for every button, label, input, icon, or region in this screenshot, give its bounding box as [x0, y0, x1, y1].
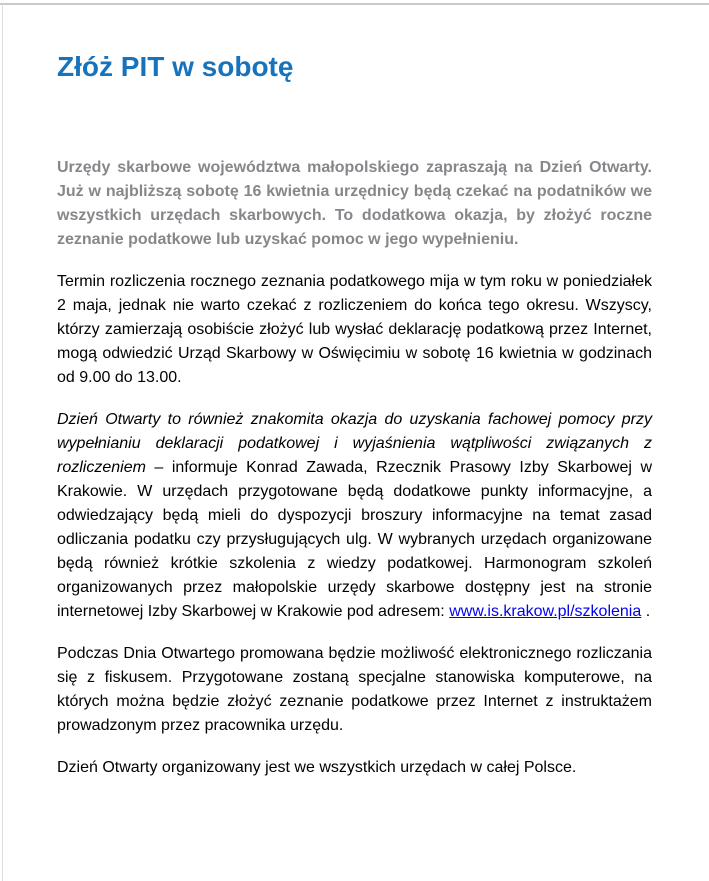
- paragraph-quote: [57, 408, 652, 624]
- szkolenia-link[interactable]: www.is.krakow.pl/szkolenia: [449, 603, 642, 620]
- quote-regular-text: – informuje Konrad Zawada, Rzecznik Prasowy Izby Skarbowej w Krakowie. W urzędach przygotowane będą dodatkowe punkty informacyjne, a odwiedzający będą mieli do dyspozycji broszury informacyjne na temat zasad odliczania podatku czy przysługujących ulg. W wybranych urzędach organizowane będą również krótkie szkolenia z wiedzy podatkowej. Harmonogram szkoleń organizowanych przez małopolskie urzędy skarbowe dostępny jest na stronie internetowej Izby Skarbowej w Krakowie pod adresem:: [57, 459, 652, 620]
- page-title: Złóż PIT w sobotę: [57, 51, 294, 82]
- paragraph-promo: Podczas Dnia Otwartego promowana będzie możliwość elektronicznego rozliczania się z fiskusem. Przygotowane zostaną specjalne stanowiska komputerowe, na których można będzie złożyć zeznanie podatkowe przez Internet z instruktażem prowadzonym przez pracownika urzędu.: [57, 645, 652, 734]
- paragraph-deadline: Termin rozliczenia rocznego zeznania podatkowego mija w tym roku w poniedziałek 2 maja, jednak nie warto czekać z rozliczeniem do końca tego okresu. Wszyscy, którzy zamierzają osobiście złożyć lub wysłać deklarację podatkową przez Internet, mogą odwiedzić Urząd Skarbowy w Oświęcimiu w sobotę 16 kwietnia w godzinach od 9.00 do 13.00.: [57, 273, 652, 386]
- lead-paragraph: Urzędy skarbowe województwa małopolskiego zapraszają na Dzień Otwarty. Już w najbliższą sobotę 16 kwietnia urzędnicy będą czekać na podatników we wszystkich urzędach skarbowych. To dodatkowa okazja, by złożyć roczne zeznanie podatkowe lub uzyskać pomoc w jego wypełnieniu.: [57, 159, 652, 248]
- quote-after-link-text: .: [641, 603, 651, 620]
- paragraph-footer: Dzień Otwarty organizowany jest we wszystkich urzędach w całej Polsce.: [57, 759, 577, 776]
- quote-italic-text: Dzień Otwarty to również znakomita okazja do uzyskania fachowej pomocy przy wypełnianiu deklaracji podatkowej i wyjaśnienia wątpliwości związanych z rozliczeniem: [57, 411, 652, 476]
